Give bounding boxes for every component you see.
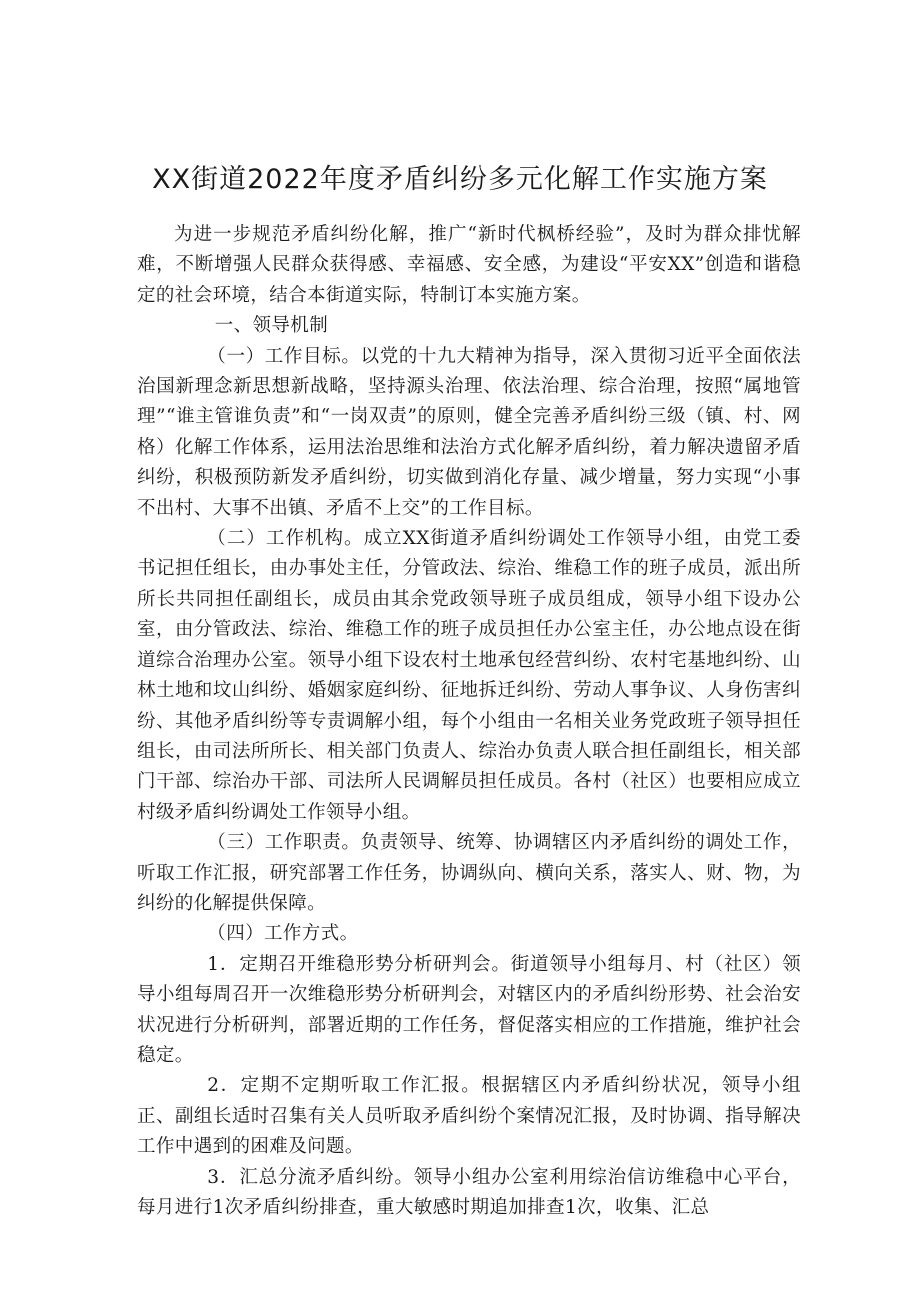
- intro-paragraph: 为进一步规范矛盾纠纷化解，推广“新时代枫桥经验”，及时为群众排忧解难，不断增强人民群众获得感、幸福感、安全感，为建设“平安XX”创造和谐稳定的社会环境，结合本街道实际，特制订本实施方案。: [137, 224, 801, 306]
- paragraph-method-1: 1．定期召开维稳形势分析研判会。街道领导小组每月、村（社区）领导小组每周召开一次维稳形势分析研判会，对辖区内的矛盾纠纷形势、社会治安状况进行分析研判，部署近期的工作任务，督促落实相应的工作措施，维护社会稳定。: [137, 953, 801, 1066]
- paragraph-work-duties: （三）工作职责。负责领导、统筹、协调辖区内矛盾纠纷的调处工作，听取工作汇报，研究部署工作任务，协调纵向、横向关系，落实人、财、物，为纠纷的化解提供保障。: [137, 832, 801, 914]
- paragraph-work-goal: （一）工作目标。以党的十九大精神为指导，深入贯彻习近平全面依法治国新理念新思想新战略，坚持源头治理、依法治理、综合治理，按照“属地管理”“谁主管谁负责”和“一岗双责”的原则，健全完善矛盾纠纷三级（镇、村、网格）化解工作体系，运用法治思维和法治方式化解矛盾纠纷，着力解决遗留矛盾纠纷，积极预防新发矛盾纠纷，切实做到消化存量、减少增量，努力实现“小事不出村、大事不出镇、矛盾不上交”的工作目标。: [137, 345, 801, 519]
- paragraph-method-2: 2．定期不定期听取工作汇报。根据辖区内矛盾纠纷状况，领导小组正、副组长适时召集有关人员听取矛盾纠纷个案情况汇报，及时协调、指导解决工作中遇到的困难及问题。: [137, 1075, 801, 1158]
- paragraph-work-organization: （二）工作机构。成立XX街道矛盾纠纷调处工作领导小组，由党工委书记担任组长，由办事处主任，分管政法、综治、维稳工作的班子成员，派出所所长共同担任副组长，成员由其余党政领导班子成员组成，领导小组下设办公室，由分管政法、综治、维稳工作的班子成员担任办公室主任，办公地点设在街道综合治理办公室。领导小组下设农村土地承包经营纠纷、农村宅基地纠纷、山林土地和坟山纠纷、婚姻家庭纠纷、征地拆迁纠纷、劳动人事争议、人身伤害纠纷、其他矛盾纠纷等专责调解小组，每个小组由一名相关业务党政班子领导担任组长，由司法所所长、相关部门负责人、综治办负责人联合担任副组长，相关部门干部、综治办干部、司法所人民调解员担任成员。各村（社区）也要相应成立村级矛盾纠纷调处工作领导小组。: [137, 528, 801, 823]
- document-body: [137, 220, 801, 1223]
- paragraph-work-methods-heading: （四）工作方式。: [207, 923, 359, 945]
- document-title: XX街道2022年度矛盾纠纷多元化解工作实施方案: [152, 164, 768, 195]
- section-heading-leadership: 一、领导机制: [214, 315, 329, 337]
- paragraph-method-3: 3．汇总分流矛盾纠纷。领导小组办公室利用综治信访维稳中心平台，每月进行1次矛盾纠纷排查，重大敏感时期追加排查1次，收集、汇总: [137, 1166, 801, 1218]
